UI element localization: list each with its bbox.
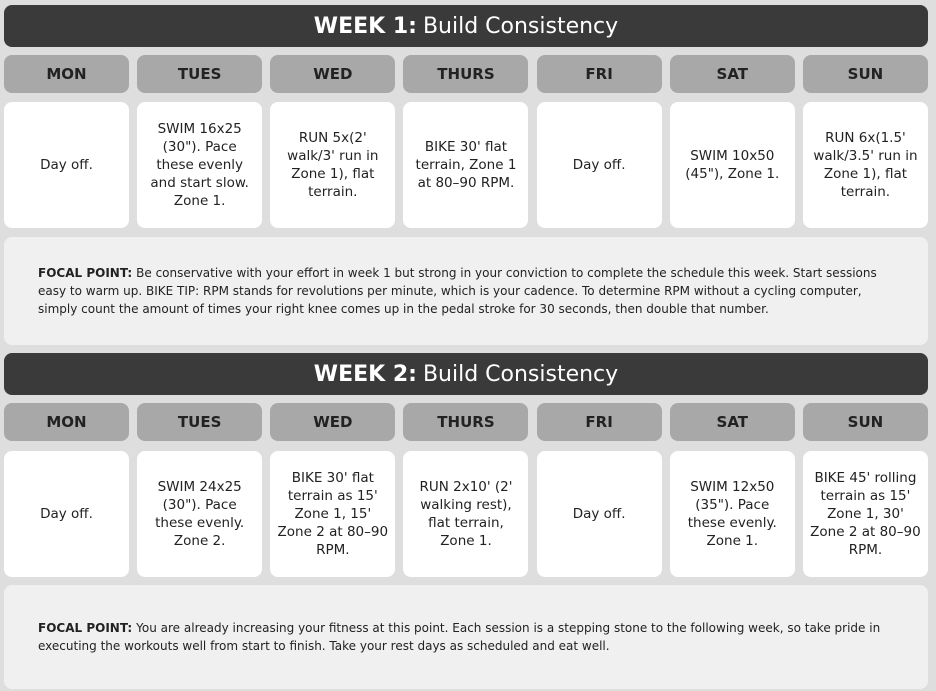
week-2-day-fri: FRI bbox=[537, 403, 662, 441]
week-1-session-sun: RUN 6x(1.5' walk/3.5' run in Zone 1), flat terrain. bbox=[803, 102, 928, 228]
week-2-focal-point bbox=[4, 585, 928, 689]
week-1-day-tues: TUES bbox=[137, 55, 262, 93]
week-1-day-row bbox=[4, 55, 928, 93]
week-1-session-mon: Day off. bbox=[4, 102, 129, 228]
week-1-session-tues: SWIM 16x25 (30"). Pace these evenly and start slow. Zone 1. bbox=[137, 102, 262, 228]
week-1-day-wed: WED bbox=[270, 55, 395, 93]
week-2-session-thurs: RUN 2x10' (2' walking rest), flat terrain, Zone 1. bbox=[403, 451, 528, 577]
week-2-day-row bbox=[4, 403, 928, 441]
week-1-day-sun: SUN bbox=[803, 55, 928, 93]
week-1-session-fri: Day off. bbox=[537, 102, 662, 228]
week-2-focal-label: FOCAL POINT: bbox=[38, 621, 133, 635]
week-2-day-tues: TUES bbox=[137, 403, 262, 441]
week-2-session-fri: Day off. bbox=[537, 451, 662, 577]
week-1-session-sat: SWIM 10x50 (45"), Zone 1. bbox=[670, 102, 795, 228]
week-2-day-sun: SUN bbox=[803, 403, 928, 441]
week-1-day-fri: FRI bbox=[537, 55, 662, 93]
week-1-session-wed: RUN 5x(2' walk/3' run in Zone 1), flat terrain. bbox=[270, 102, 395, 228]
week-2-session-row bbox=[4, 451, 928, 577]
week-2-session-tues: SWIM 24x25 (30"). Pace these evenly. Zone 2. bbox=[137, 451, 262, 577]
week-2-session-sat: SWIM 12x50 (35"). Pace these evenly. Zone 1. bbox=[670, 451, 795, 577]
week-1-label: WEEK 1: bbox=[313, 13, 417, 39]
week-1-session-row bbox=[4, 102, 928, 228]
week-2-day-sat: SAT bbox=[670, 403, 795, 441]
week-1-header bbox=[4, 5, 928, 47]
week-2-title: Build Consistency bbox=[422, 361, 619, 387]
week-2-session-sun: BIKE 45' rolling terrain as 15' Zone 1, 30' Zone 2 at 80–90 RPM. bbox=[803, 451, 928, 577]
week-1-focal-point bbox=[4, 237, 928, 345]
week-2-header bbox=[4, 353, 928, 395]
week-1-day-thurs: THURS bbox=[403, 55, 528, 93]
week-2-session-wed: BIKE 30' flat terrain as 15' Zone 1, 15' Zone 2 at 80–90 RPM. bbox=[270, 451, 395, 577]
week-2-focal-text: You are already increasing your fitness at this point. Each session is a stepping stone to the following week, so take pride in executing the workouts well from start to finish. Take your rest days as scheduled and eat well. bbox=[38, 621, 881, 653]
week-1-title: Build Consistency bbox=[422, 13, 619, 39]
week-1-day-sat: SAT bbox=[670, 55, 795, 93]
week-1-focal-label: FOCAL POINT: bbox=[38, 266, 133, 280]
week-2-session-mon: Day off. bbox=[4, 451, 129, 577]
week-1-session-thurs: BIKE 30' flat terrain, Zone 1 at 80–90 RPM. bbox=[403, 102, 528, 228]
week-1-focal-text: Be conservative with your effort in week 1 but strong in your conviction to complete the schedule this week. Start sessions easy to warm up. BIKE TIP: RPM stands for revolutions per minute, which is your cadence. To determine RPM without a cycling computer, simply count the amount of times your right knee comes up in the pedal stroke for 30 seconds, then double that number. bbox=[38, 266, 877, 316]
week-2-day-wed: WED bbox=[270, 403, 395, 441]
week-2-day-thurs: THURS bbox=[403, 403, 528, 441]
week-2-day-mon: MON bbox=[4, 403, 129, 441]
week-2-label: WEEK 2: bbox=[313, 361, 417, 387]
week-1-day-mon: MON bbox=[4, 55, 129, 93]
